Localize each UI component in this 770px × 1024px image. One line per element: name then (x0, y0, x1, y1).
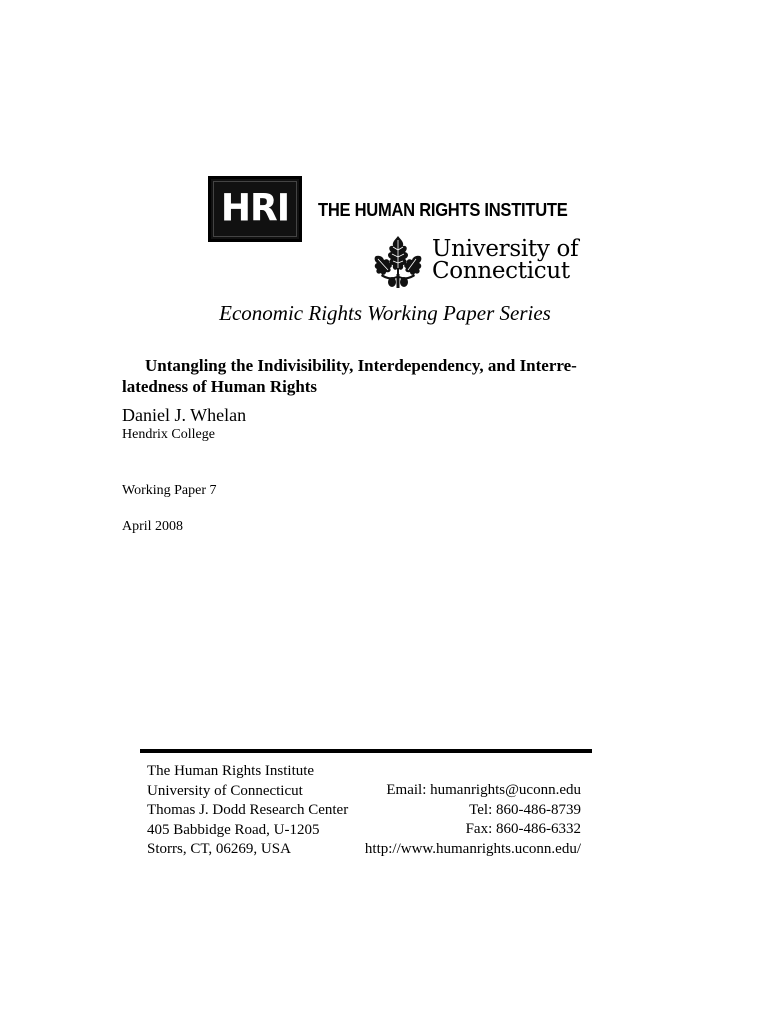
contact-block (365, 781, 581, 859)
address-block (147, 762, 348, 860)
contact-tel: Tel: 860-486-8739 (469, 801, 581, 818)
hri-logo-text: HRI (220, 186, 290, 230)
publication-date: April 2008 (122, 519, 184, 534)
author-affiliation: Hendrix College (122, 427, 215, 442)
address-line: Thomas J. Dodd Research Center (147, 802, 349, 818)
contact-website: http://www.humanrights.uconn.edu/ (364, 840, 581, 857)
oak-leaf-icon (370, 232, 426, 292)
paper-title-line2: latedness of Human Rights (122, 377, 318, 396)
series-title (0, 301, 770, 326)
contact-email: Email: humanrights@uconn.edu (386, 782, 581, 798)
hri-logo (208, 176, 302, 242)
contact-fax: Fax: 860-486-6332 (465, 821, 581, 837)
address-line: The Human Rights Institute (147, 763, 315, 779)
institute-name: THE HUMAN RIGHTS INSTITUTE (318, 200, 568, 220)
address-line: University of Connecticut (147, 782, 303, 799)
series-title-text: Economic Rights Working Paper Series (219, 301, 551, 325)
paper-title (122, 355, 642, 397)
address-line: Storrs, CT, 06269, USA (147, 841, 291, 857)
university-name-line2: Connecticut (432, 258, 570, 284)
address-line: 405 Babbidge Road, U-1205 (147, 821, 320, 838)
working-paper-number: Working Paper 7 (122, 483, 217, 498)
paper-title-line1: Untangling the Indivisibility, Interdependency, and Interre- (145, 356, 577, 375)
footer-divider (140, 749, 592, 753)
author-name: Daniel J. Whelan (122, 405, 247, 425)
university-name-line1: University of (432, 236, 579, 262)
university-name (432, 238, 578, 282)
